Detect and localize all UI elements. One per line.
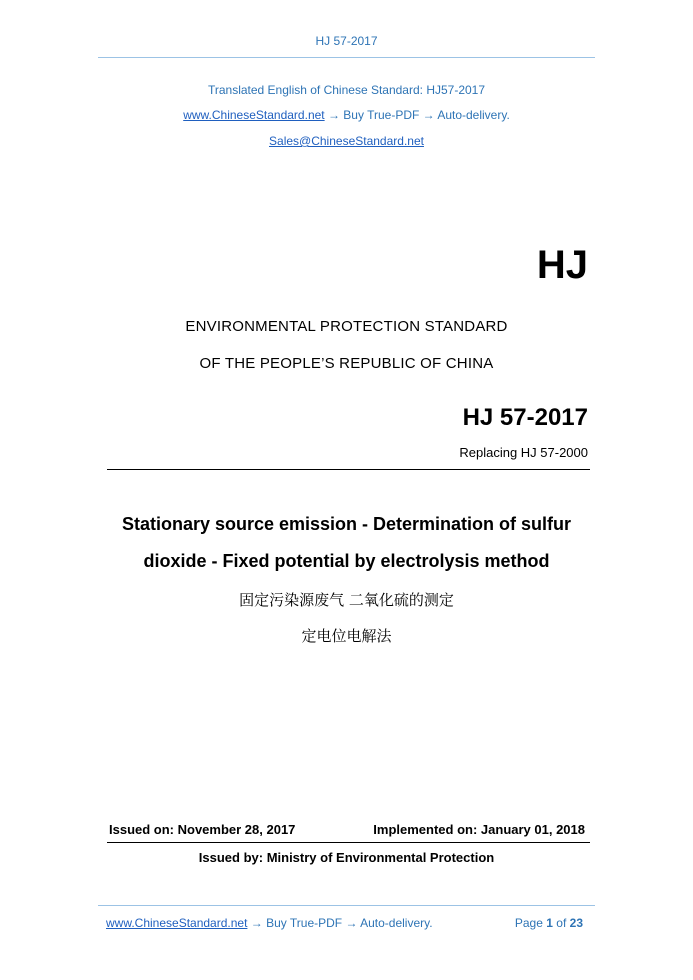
running-header-code: HJ 57-2017 — [315, 34, 378, 48]
footer-purchase-text: → Buy True-PDF → Auto-delivery. — [247, 916, 433, 930]
page-of: of — [556, 916, 567, 930]
header-divider — [98, 57, 595, 58]
purchase-text: → Buy True-PDF → Auto-delivery. — [324, 108, 510, 122]
standard-category-line1: ENVIRONMENTAL PROTECTION STANDARD — [185, 318, 508, 335]
translation-notice: Translated English of Chinese Standard: HJ57-2017 — [207, 83, 486, 97]
footer-divider — [98, 905, 595, 906]
chinesestandard-site-link[interactable]: www.ChineseStandard.net — [183, 108, 325, 122]
issue-divider — [107, 842, 590, 843]
implemented-on-date: Implemented on: January 01, 2018 — [373, 822, 585, 837]
title-english-line2: dioxide - Fixed potential by electrolysis method — [143, 551, 550, 571]
replacing-note: Replacing HJ 57-2000 — [459, 445, 588, 460]
page-total: 23 — [569, 916, 583, 930]
standard-category-line2: OF THE PEOPLE’S REPUBLIC OF CHINA — [199, 355, 494, 372]
footer-purchase-line — [106, 916, 433, 930]
page-current: 1 — [546, 916, 553, 930]
footer-site-link[interactable]: www.ChineseStandard.net — [106, 916, 248, 930]
title-chinese-line1: 固定污染源废气 二氧化硫的测定 — [239, 591, 454, 609]
title-divider — [107, 469, 590, 470]
page-label: Page — [514, 916, 543, 930]
sales-email-line — [0, 134, 693, 148]
page-indicator — [515, 916, 583, 930]
standard-logo: HJ — [536, 243, 588, 287]
title-chinese-line2: 定电位电解法 — [301, 627, 392, 645]
purchase-line — [0, 108, 693, 122]
issuing-authority: Issued by: Ministry of Environmental Protection — [198, 850, 495, 865]
title-english-line1: Stationary source emission - Determination of sulfur — [121, 514, 572, 534]
standard-number: HJ 57-2017 — [462, 404, 588, 431]
sales-email-link[interactable]: Sales@ChineseStandard.net — [269, 134, 424, 148]
issued-on-date: Issued on: November 28, 2017 — [109, 822, 296, 837]
